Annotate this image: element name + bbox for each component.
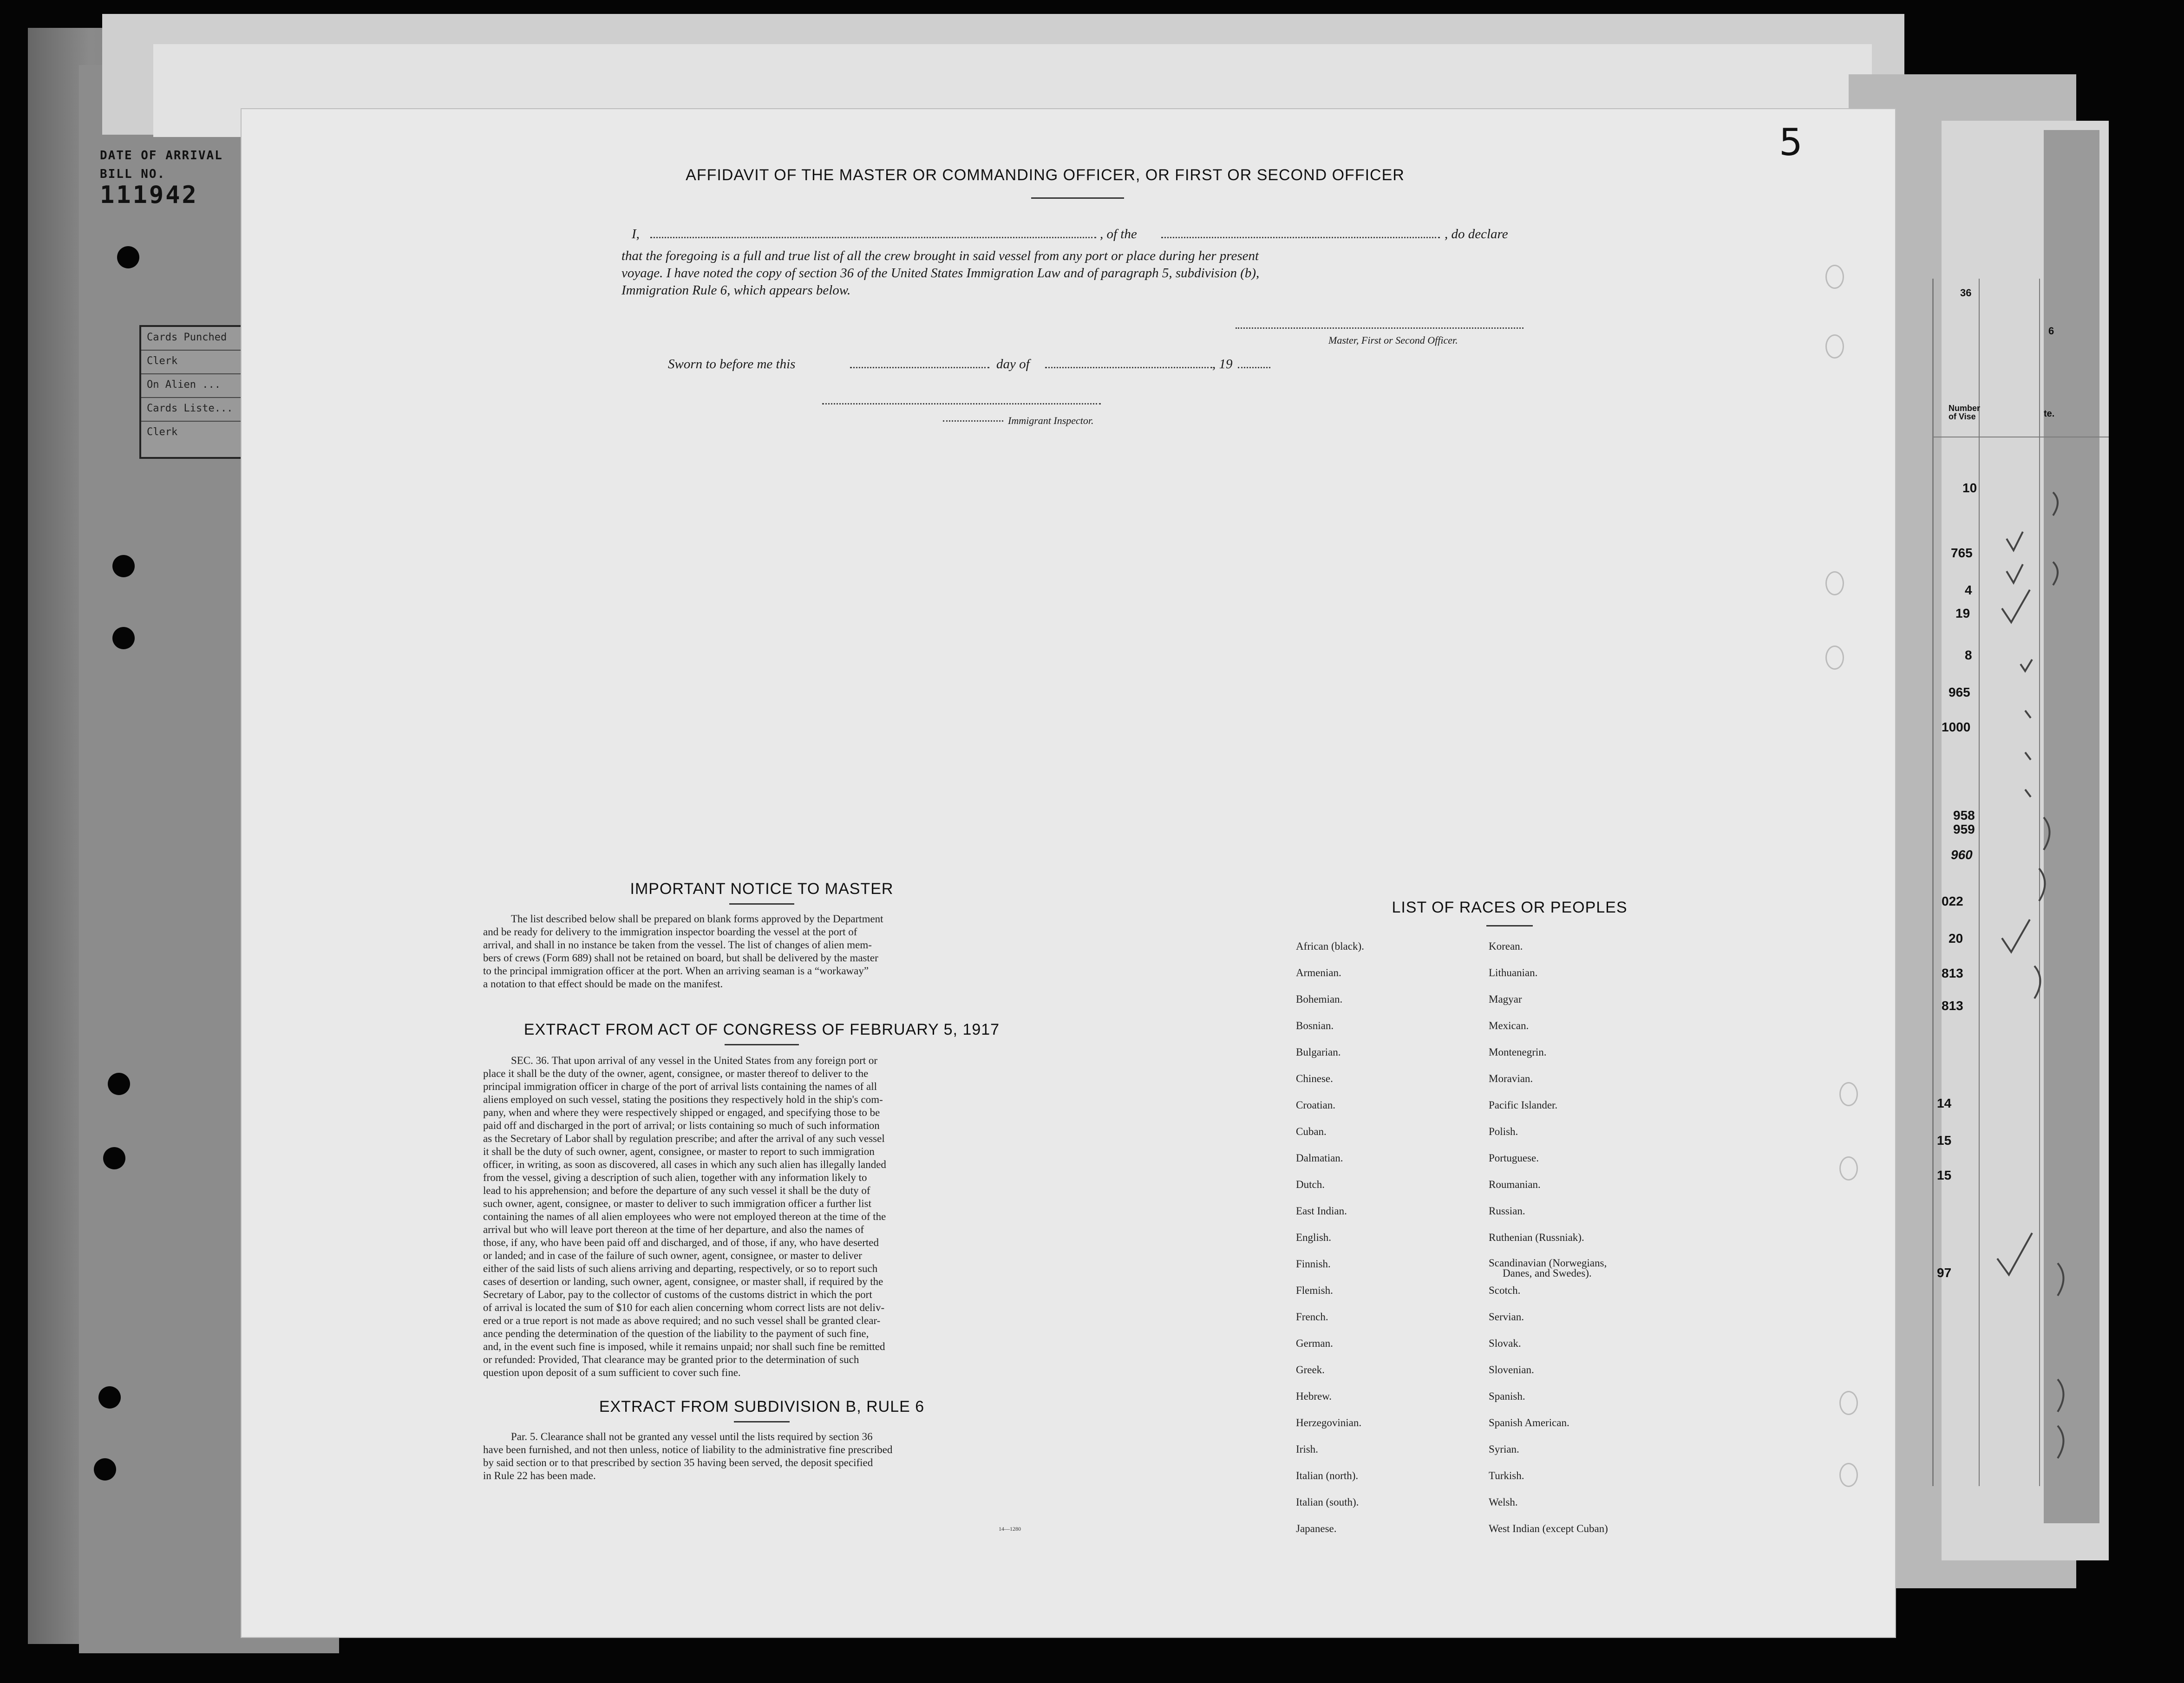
ledger-number: 4 [1965,583,1972,597]
race-item: Dutch. [1296,1179,1325,1190]
ledger-number: 958 [1953,808,1975,822]
race-item: Roumanian. [1489,1179,1541,1190]
punch-hole [108,1073,130,1095]
race-item: Servian. [1489,1311,1524,1323]
act-line: of arrival is located the sum of $10 for each alien concerning whom correct lists are not deliv- [483,1302,885,1313]
race-item: Magyar [1489,993,1522,1005]
form-number: 14—1280 [999,1526,1021,1532]
ledger-col-header-2: te. [2044,409,2055,419]
stamp-bill-label: BILL NO. [100,167,166,181]
page-number: 5 [1779,121,1803,164]
ledger-number: 14 [1937,1096,1952,1110]
act-line: question upon deposit of a sum sufficient to cover such fine. [483,1367,741,1378]
ledger-col-header: Number of Vise [1949,404,1981,421]
race-item: Bohemian. [1296,993,1343,1005]
punch-hole [98,1386,121,1409]
divider [1486,925,1533,926]
affidavit-line: Immigration Rule 6, which appears below. [621,283,851,298]
race-item: Scotch. [1489,1285,1521,1296]
ledger-number: 022 [1942,894,1963,908]
race-item-scandinavian-cont: Danes, and Swedes). [1503,1267,1592,1279]
ledger-number: 959 [1953,822,1975,836]
inspector-dotted-lead [943,420,1003,422]
races-title: LIST OF RACES OR PEOPLES [1392,899,1628,916]
race-item: Armenian. [1296,967,1341,978]
ledger-number: 10 [1962,481,1977,495]
act-line: pany, when and where they were respectively shipped or engaged, and specifying those to be [483,1107,880,1118]
race-item: Finnish. [1296,1258,1331,1270]
race-item: Montenegrin. [1489,1046,1547,1058]
ledger-header-6: 6 [2048,325,2054,337]
act-line: arrival but who will leave port thereon at the time of her departure, and also the names of [483,1224,864,1235]
punch-hole [117,246,139,268]
notice-line: bers of crews (Form 689) shall not be retained on board, but shall be delivered by the master [483,952,878,964]
rule-line: have been furnished, and not then unless, notice of liability to the administrative fine prescribed [483,1444,893,1455]
ledger-number: 8 [1965,648,1972,662]
binder-hole [1825,646,1844,670]
ledger-number: 960 [1951,848,1973,862]
extract-act-title: EXTRACT FROM ACT OF CONGRESS OF FEBRUARY 5, 1917 [523,1021,1000,1038]
race-item: Dalmatian. [1296,1152,1343,1164]
ledger-number: 15 [1937,1133,1952,1148]
punch-hole [112,627,135,649]
cards-box-line: Cards Punched [141,327,253,351]
race-item: Syrian. [1489,1443,1519,1455]
ledger-number: 965 [1949,685,1970,699]
affidavit-of-the: , of the [1100,227,1137,241]
notice-title: IMPORTANT NOTICE TO MASTER [630,880,894,898]
race-item: Polish. [1489,1126,1518,1137]
race-item: Korean. [1489,940,1523,952]
divider [1031,197,1124,199]
master-signature-line [1236,327,1524,329]
race-item: Spanish. [1489,1390,1525,1402]
divider [729,903,794,905]
race-item: Cuban. [1296,1126,1327,1137]
extract-rule-title: EXTRACT FROM SUBDIVISION B, RULE 6 [599,1398,925,1416]
year-label: , 19 [1212,357,1233,372]
race-item-scandinavian: Scandinavian (Norwegians, [1489,1257,1607,1269]
race-item: English. [1296,1232,1332,1243]
ledger-number: 765 [1951,546,1973,560]
race-item: Hebrew. [1296,1390,1332,1402]
sworn-day-blank [850,367,989,368]
notice-body [483,913,1040,991]
sworn-month-blank [1045,367,1212,368]
act-line: paid off and discharged in the port of arrival; or lists containing so much of such information [483,1120,880,1131]
act-line: either of the said lists of such aliens arriving and departing, respectively, or so to report such [483,1263,878,1274]
sworn-label: Sworn to before me this [668,357,796,372]
rule-line: Par. 5. Clearance shall not be granted any vessel until the lists required by section 36 [511,1431,873,1442]
punch-hole [103,1147,125,1169]
act-line: SEC. 36. That upon arrival of any vessel in the United States from any foreign port or [511,1055,878,1066]
extract-act-body [483,1054,1040,1379]
race-item: Japanese. [1296,1523,1337,1534]
master-signature-label: Master, First or Second Officer. [1328,334,1458,346]
affidavit-declare: , do declare [1445,227,1508,241]
name-blank [650,237,1096,238]
act-line: from the vessel, giving a description of such alien, together with any information likely to [483,1172,867,1183]
race-item: Croatian. [1296,1099,1335,1111]
arrival-stamp [100,149,244,209]
affidavit-i: I, [632,227,640,241]
act-line: or refunded: Provided, That clearance may be granted prior to the determination of such [483,1354,859,1365]
race-item: Turkish. [1489,1470,1524,1481]
binder-hole [1825,334,1844,359]
races-right-column [1489,940,1730,1549]
cards-box-line: Cards Liste... [141,398,253,422]
act-line: those, if any, who have been paid off and discharged, and of those, if any, who have deserted [483,1237,879,1248]
race-item [1489,1258,1730,1285]
vessel-blank [1161,237,1440,238]
race-item: Spanish American. [1489,1417,1569,1429]
year-blank [1238,367,1270,368]
race-item: Pacific Islander. [1489,1099,1558,1111]
rule-line: by said section or to that prescribed by section 35 having been served, the deposit specified [483,1457,873,1468]
affidavit-title: AFFIDAVIT OF THE MASTER OR COMMANDING OFFICER, OR FIRST OR SECOND OFFICER [686,166,1405,184]
bill-number: 111942 [100,181,198,209]
ledger-gridline [1932,279,1934,1486]
act-line: Secretary of Labor, pay to the collector of customs of the customs district in which the port [483,1289,872,1300]
race-item: German. [1296,1337,1333,1349]
ledger-number: 19 [1955,606,1970,620]
race-item: Chinese. [1296,1073,1333,1084]
race-item: Moravian. [1489,1073,1533,1084]
ledger-gridline [1979,279,1980,1486]
stamp-label: DATE OF ARRIVAL [100,149,223,163]
notice-line: The list described below shall be prepared on blank forms approved by the Department [511,913,883,925]
act-line: principal immigration officer in charge of the port of arrival lists containing the names of all [483,1081,877,1092]
ledger-number: 15 [1937,1168,1952,1182]
notice-line: to the principal immigration officer at the port. When an arriving seaman is a “workaway” [483,965,869,977]
act-line: ance pending the determination of the question of the liability to the payment of such fine, [483,1328,869,1339]
affidavit-line: voyage. I have noted the copy of section 36 of the United States Immigration Law and of paragraph 5, subdivision (b), [621,266,1260,280]
ledger-number: 813 [1942,998,1963,1013]
binder-hole [1839,1463,1858,1487]
ledger-number: 1000 [1942,720,1971,734]
race-item: Italian (north). [1296,1470,1359,1481]
extract-rule-body [483,1430,1040,1482]
divider [725,1044,799,1045]
race-item: East Indian. [1296,1205,1347,1217]
punch-hole [94,1458,116,1481]
ledger-number: 813 [1942,966,1963,980]
cards-box-line: Clerk [147,426,178,438]
ledger-number: 20 [1949,931,1963,946]
race-item: Herzegovinian. [1296,1417,1362,1429]
race-item: Bosnian. [1296,1020,1334,1031]
races-left-column [1296,940,1482,1549]
race-item: Bulgarian. [1296,1046,1341,1058]
race-item: West Indian (except Cuban) [1489,1523,1608,1534]
act-line: officer, in writing, as soon as discovered, all cases in which any such alien has illegally landed [483,1159,886,1170]
inspector-signature-line [822,403,1101,404]
ledger-number: 97 [1937,1266,1952,1280]
handwritten-check-marks [1988,474,2109,1542]
inspector-label: Immigrant Inspector. [1008,415,1094,426]
rule-line: in Rule 22 has been made. [483,1470,596,1481]
binder-hole [1839,1156,1858,1181]
race-item: Slovak. [1489,1337,1521,1349]
act-line: or landed; and in case of the failure of such owner, agent, consignee, or master to deliver [483,1250,862,1261]
punch-hole [112,555,135,577]
act-line: as the Secretary of Labor shall by regulation prescribe; and after the arrival of any such vessel [483,1133,885,1144]
race-item: Ruthenian (Russniak). [1489,1232,1584,1243]
act-line: it shall be the duty of such owner, agent, consignee, or master to report to such immigration [483,1146,875,1157]
race-item: Mexican. [1489,1020,1529,1031]
act-line: such owner, agent, consignee, or master to deliver to such immigration officer a further list [483,1198,871,1209]
binder-hole [1839,1391,1858,1415]
divider [734,1421,790,1422]
cards-punched-box [139,325,255,459]
ledger-header-36: 36 [1960,287,1972,299]
act-line: aliens employed on such vessel, stating the positions they respectively hold in the ship's com- [483,1094,883,1105]
act-line: cases of desertion or landing, such owner, agent, consignee, or master shall, if required by the [483,1276,883,1287]
race-item: African (black). [1296,940,1364,952]
race-item: Italian (south). [1296,1496,1359,1508]
act-line: containing the names of all alien employees who were not employed thereon at the time of the [483,1211,886,1222]
race-item: Russian. [1489,1205,1525,1217]
notice-line: a notation to that effect should be made on the manifest. [483,978,723,990]
binder-hole [1825,571,1844,595]
race-item: Flemish. [1296,1285,1333,1296]
act-line: ered or a true report is not made as above required; and no such vessel shall be granted clear- [483,1315,881,1326]
cards-box-line: Clerk [141,351,253,374]
binder-hole [1839,1082,1858,1106]
race-item: Slovenian. [1489,1364,1534,1376]
race-item: Lithuanian. [1489,967,1538,978]
notice-line: arrival, and shall in no instance be taken from the vessel. The list of changes of alien mem- [483,939,872,951]
act-line: place it shall be the duty of the owner, agent, consignee, or master thereof to deliver to the [483,1068,869,1079]
act-line: lead to his apprehension; and before the departure of any such vessel it shall be the duty of [483,1185,870,1196]
race-item: Greek. [1296,1364,1325,1376]
cards-box-line: On Alien ... [141,374,253,398]
race-item: Irish. [1296,1443,1318,1455]
race-item: Portuguese. [1489,1152,1539,1164]
day-of-label: day of [996,357,1030,372]
binder-hole [1825,265,1844,289]
race-item: Welsh. [1489,1496,1518,1508]
act-line: and, in the event such fine is imposed, while it remains unpaid; nor shall such fine be remitted [483,1341,885,1352]
notice-line: and be ready for delivery to the immigration inspector boarding the vessel at the port of [483,926,857,938]
race-item: French. [1296,1311,1328,1323]
affidavit-line: that the foregoing is a full and true list of all the crew brought in said vessel from any port or place during her present [621,248,1259,263]
